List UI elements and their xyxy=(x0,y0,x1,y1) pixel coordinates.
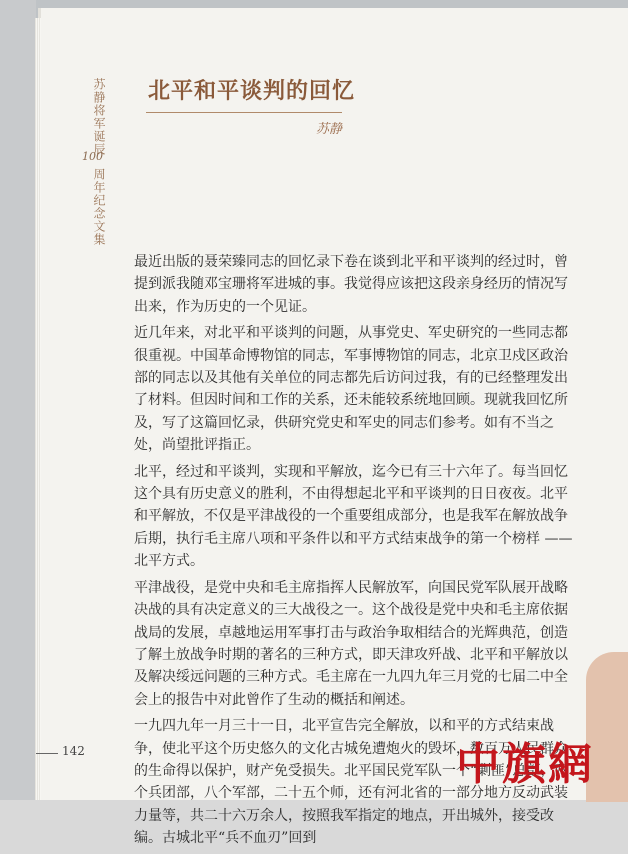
paragraph: 一九四九年一月三十一日，北平宣告完全解放，以和平的方式结束战争，使北平这个历史悠久的文化古城免遭炮火的毁坏，数百万人民群众的生命得以保护，财产免受损失。北平国民党军队一个“剿匪”总部，两个兵团部，八个军部，二十五个师，还有河北省的一部分地方反动武装力量等，共二十六万余人，按照我军指定的地点，开出城外，接受改编。古城北平“兵不血刃”回到 xyxy=(134,718,569,847)
page-number-rule xyxy=(36,753,58,754)
watermark-logo: 中旗網 xyxy=(456,739,594,790)
series-subtitle: 周年纪念文集 xyxy=(92,168,106,246)
article-title: 北平和平谈判的回忆 xyxy=(148,79,356,104)
article-author: 苏静 xyxy=(316,122,343,137)
paragraph: 北平，经过和平谈判，实现和平解放，迄今已有三十六年了。每当回忆这个具有历史意义的胜利，不由得想起北平和平谈判的日日夜夜。北平和平解放，不仅是平津战役的一个重要组成部分，也是我军在解放战争后期，执行毛主席八项和平条件以和平方式结束战争的第一个榜样 —— 北平方式。 xyxy=(134,463,573,570)
background-left xyxy=(0,0,36,800)
paragraph: 近几年来，对北平和平谈判的问题，从事党史、军史研究的一些同志都很重视。中国革命博物馆的同志，军事博物馆的同志，北京卫戍区政治部的同志以及其他有关单位的同志都先后访问过我，有的已经整理发出了材料。但因时间和工作的关系，还未能较系统地回顾。现就我回忆所及，写了这篇回忆录，供研究党史和军史的同志们参考。如有不当之处，尚望批评指正。 xyxy=(134,325,568,454)
paragraph: 最近出版的聂荣臻同志的回忆录下卷在谈到北平和平谈判的经过时，曾提到派我随邓宝珊将军进城的事。我觉得应该把这段亲身经历的情况写出来，作为历史的一个见证。 xyxy=(134,254,568,315)
title-rule xyxy=(146,112,342,113)
series-title: 苏静将军诞辰 xyxy=(92,78,106,156)
paragraph: 平津战役，是党中央和毛主席指挥人民解放军，向国民党军队展开战略决战的具有决定意义的三大战役之一。这个战役是党中央和毛主席依据战局的发展，卓越地运用军事打击与政治争取相结合的光辉典范，创造了解土放战争时期的著名的三种方式，即天津攻歼战、北平和平解放以及解决绥远问题的三种方式。毛主席在一九四九年三月党的七届二中全会上的报告中对此曾作了生动的概括和阐述。 xyxy=(134,579,568,708)
page-number: 142 xyxy=(62,744,85,758)
series-number: 100 xyxy=(82,150,103,163)
